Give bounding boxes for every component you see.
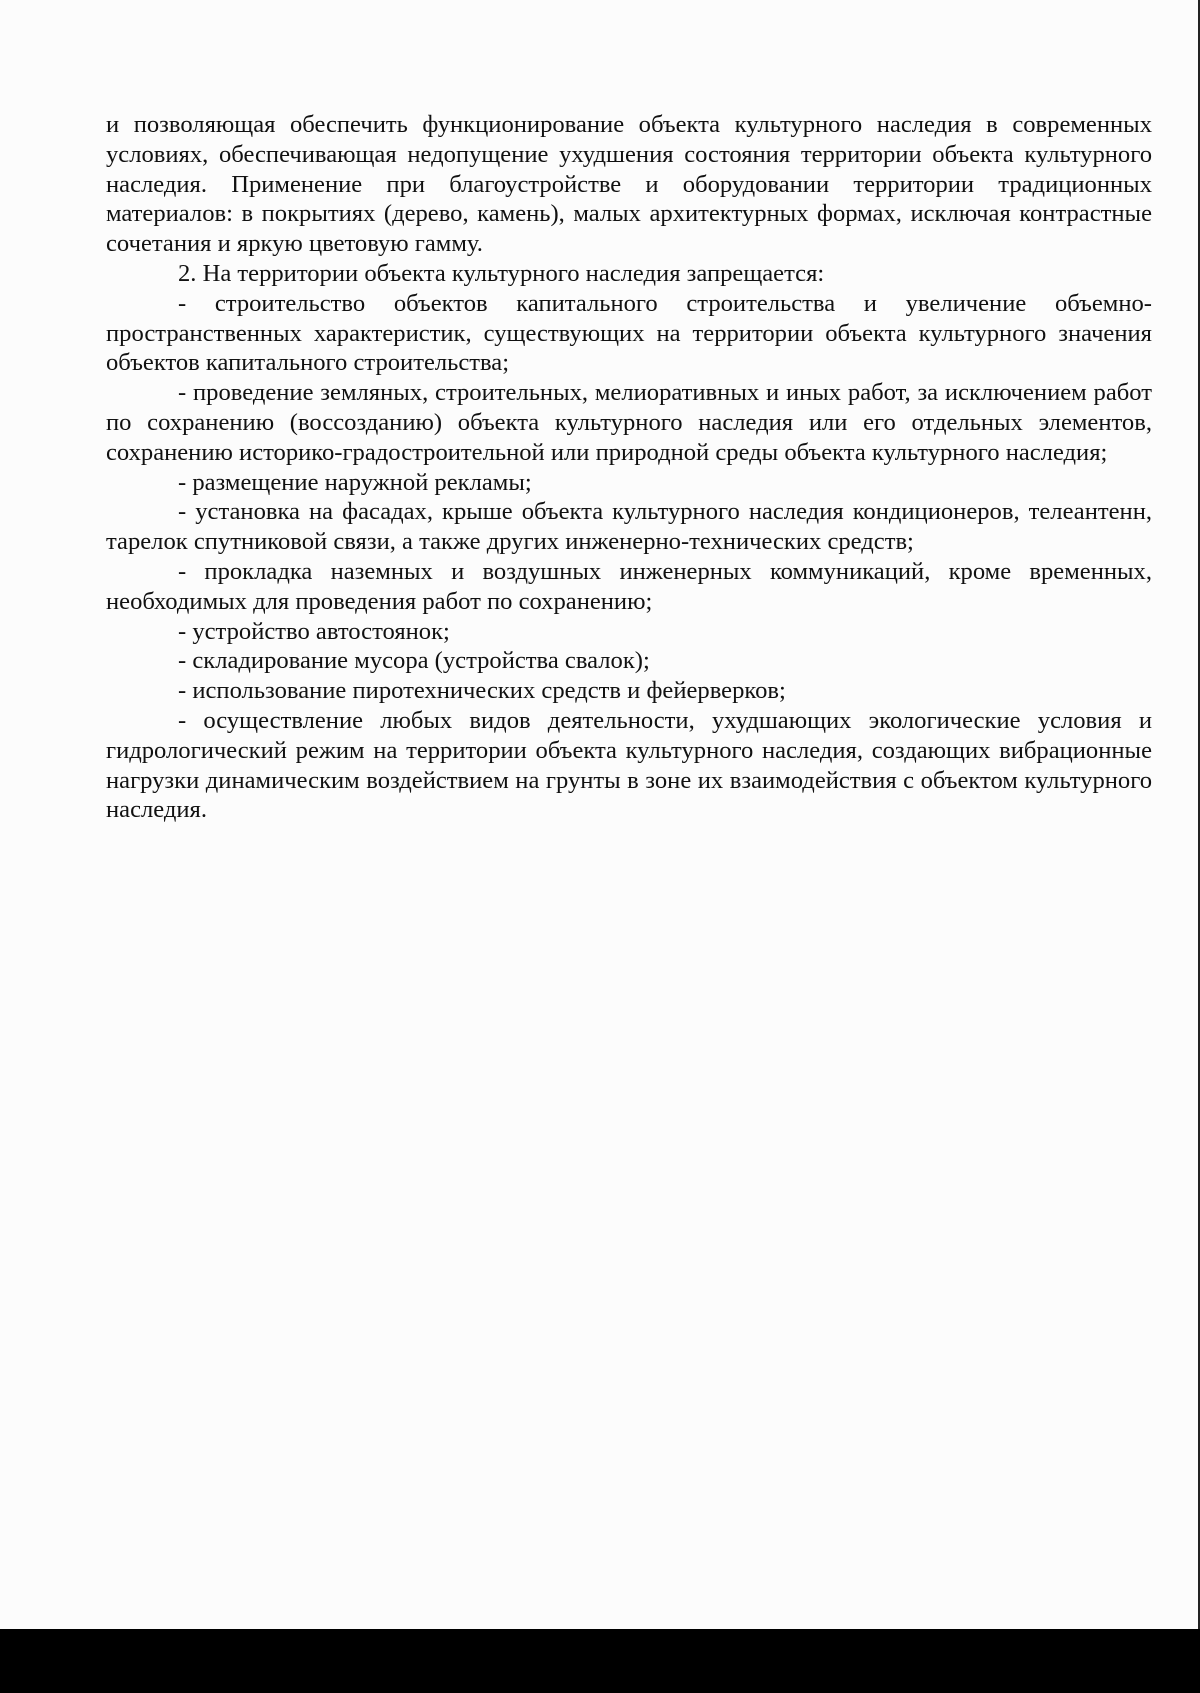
scan-bottom-border [0,1629,1200,1693]
list-item-outdoor-advertising: - размещение наружной рекламы; [178,468,532,496]
list-item-parking: - устройство автостоянок; [178,617,450,645]
paragraph-intro-continuation: и позволяющая обеспечить функционирование объекта культурного наследия в современных условиях, обеспечивающая недопущение ухудшения состояния территории объекта культурного наследия. Применение при благоустройстве и оборудовании территории традиционных материалов: в покрытиях (дерево, камень), малых архитектурных формах, исключая контрастные сочетания и яркую цветовую гамму. [106,111,1152,258]
list-item-harmful-activities: - осуществление любых видов деятельности, ухудшающих экологические условия и гидрологический режим на территории объекта культурного наследия, создающих вибрационные нагрузки динамическим воздействием на грунты в зоне их взаимодействия с объектом культурного наследия. [106,706,1152,824]
document-body [106,110,1152,825]
list-item-waste-storage: - складирование мусора (устройства свалок); [178,647,650,675]
list-item-capital-construction: - строительство объектов капитального строительства и увеличение объемно-пространственных характеристик, существующих на территории объекта культурного значения объектов капитального строительства; [106,289,1152,377]
list-item-earthworks: - проведение земляных, строительных, мелиоративных и иных работ, за исключением работ по сохранению (воссозданию) объекта культурного наследия или его отдельных элементов, сохранению историко-градостроительной или природной среды объекта культурного наследия; [106,379,1152,466]
list-item-utility-lines: - прокладка наземных и воздушных инженерных коммуникаций, кроме временных, необходимых для проведения работ по сохранению; [106,557,1152,615]
paragraph-prohibitions-heading: 2. На территории объекта культурного наследия запрещается: [178,259,825,287]
list-item-facade-equipment: - установка на фасадах, крыше объекта культурного наследия кондиционеров, телеантенн, тарелок спутниковой связи, а также других инженерно-технических средств; [106,498,1152,556]
list-item-pyrotechnics: - использование пиротехнических средств и фейерверков; [178,677,786,705]
